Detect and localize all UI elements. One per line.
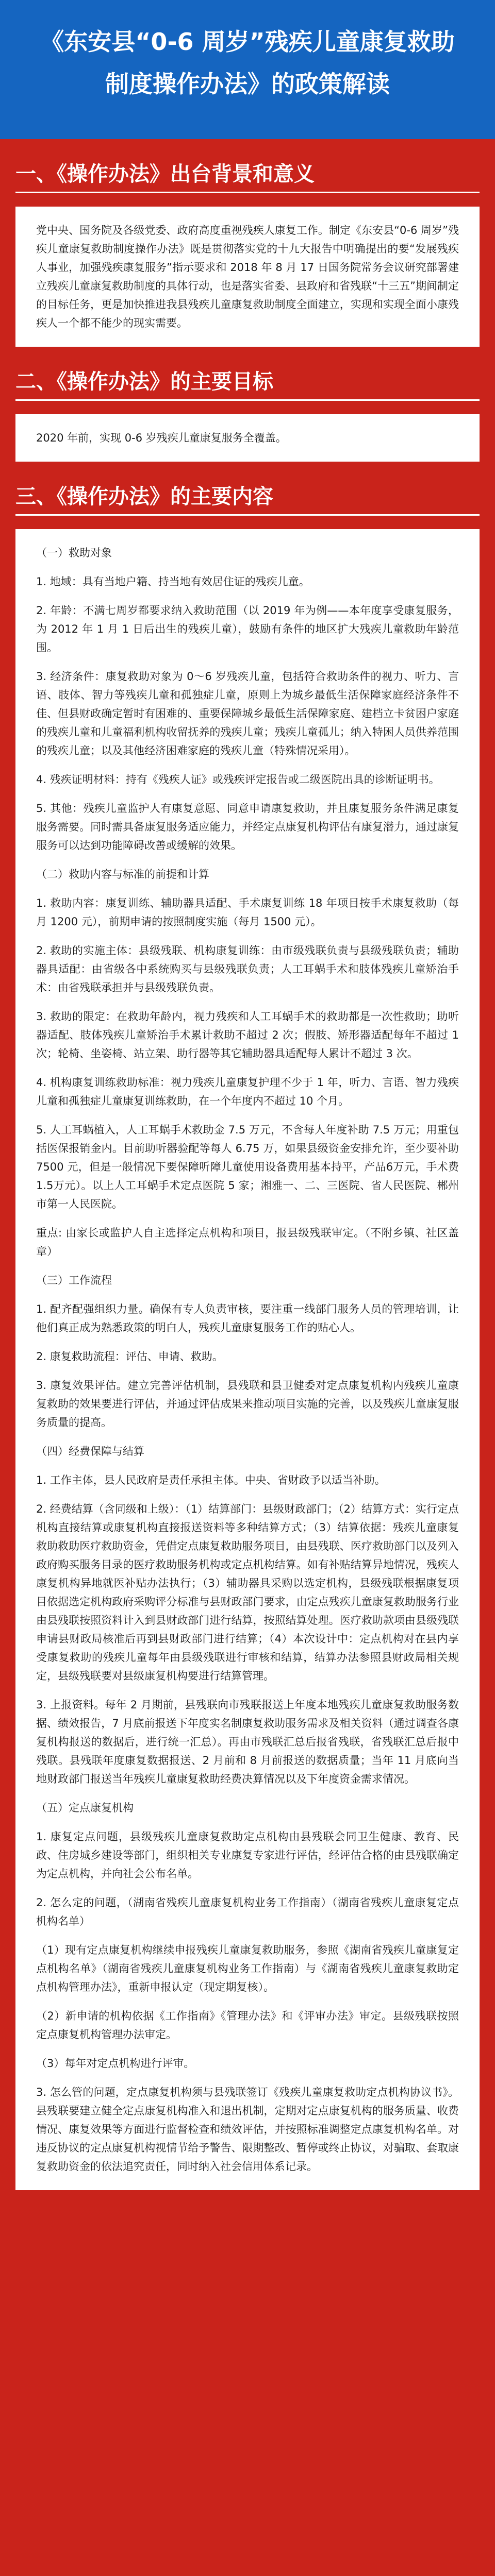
content-paragraph: 4. 机构康复训练救助标准：视力残疾儿童康复护理不少于 1 年，听力、言语、智力残疾儿童和孤独症儿童康复训练救助，在一个年度内不超过 10 个月。 [36, 1076, 459, 1107]
content-paragraph: 2. 康复救助流程：评估、申请、救助。 [36, 1350, 223, 1363]
content-paragraph: 2. 年龄：不满七周岁都要求纳入救助范围（以 2019 年为例——本年度享受康复服务，为 2012 年 1 月 1 日后出生的残疾儿童），鼓励有条件的地区扩大残疾儿童救助年龄范围。 [36, 604, 459, 654]
subsection-heading: （五）定点康复机构 [36, 1802, 134, 1814]
content-paragraph: 3. 怎么管的问题，定点康复机构须与县残联签订《残疾儿童康复救助定点机构协议书》。县残联要建立健全定点康复机构准入和退出机制，定期对定点康复机构的服务质量、收费情况、康复效果等方面进行监督检查和绩效评估，并按照标准调整定点康复机构名单。对违反协议的定点康复机构视情节给予警告、限期整改、暂停或终止协议，对骗取、套取康复救助资金的依法追究责任，同时纳入社会信用体系记录。 [36, 2086, 459, 2173]
section-1-card [15, 207, 480, 347]
content-paragraph: 5. 其他：残疾儿童监护人有康复意愿、同意申请康复救助，并且康复服务条件满足康复服务需要。同时需具备康复服务适应能力，并经定点康复机构评估有康复潜力，通过康复服务可以达到功能障碍改善或缓解的效果。 [36, 802, 459, 852]
content-paragraph: 4. 残疾证明材料：持有《残疾人证》或残疾评定报告或二级医院出具的诊断证明书。 [36, 773, 440, 786]
content-paragraph: （1）现有定点康复机构继续申报残疾儿童康复救助服务，参照《湖南省残疾儿童康复定点机构名单》（湖南省残疾儿童康复机构业务工作指南）与《湖南省残疾儿童康复救助定点机构管理办法》，重新申报认定（现定期复核）。 [36, 1944, 459, 1993]
content-paragraph: 3. 经济条件：康复救助对象为 0～6 岁残疾儿童，包括符合救助条件的视力、听力、言语、肢体、智力等残疾儿童和孤独症儿童，原则上为城乡最低生活保障家庭经济条件不佳、但县财政确定暂时有困难的、重要保障城乡最低生活保障家庭、建档立卡贫困户家庭的残疾儿童和儿童福利机构收留抚养的残疾儿童；残疾儿童孤儿；纳入特困人员供养范围的残疾儿童；以及其他经济困难家庭的残疾儿童（特殊情况采用）。 [36, 670, 459, 757]
content-paragraph: （3）每年对定点机构进行评审。 [36, 2057, 195, 2070]
section-divider [15, 514, 480, 516]
content-paragraph: 2. 经费结算（含同级和上级）：（1）结算部门：县级财政部门；（2）结算方式：实行定点机构直接结算或康复机构直接报送资料等多种结算方式；（3）结算依据：残疾儿童康复救助救助医疗救助资金，凭借定点康复救助服务项目，由县残联、医疗救助部门以及列入政府购买服务目录的医疗救助服务机构或定点机构结算。如有补贴结算异地情况，残疾人康复机构异地就医补贴办法执行；（3）辅助器具采购以选定机构，县级残联根据康复项目依据选定机构政府采购评分标准与县财政部门要求，由定点残疾儿童康复救助服务行业由县残联按照资料计入到县财政部门进行结算，按照结算处理。医疗救助款项由县级残联申请县财政局核准后再到县财政部门进行结算；（4）本次设计中：定点机构对在县内享受康复救助的残疾儿童每年由县级残联进行审核和结算，结算办法参照县财政局相关规定，县级残联要对县级康复机构要进行结算管理。 [36, 1503, 459, 1682]
content-paragraph: 1. 地域：具有当地户籍、持当地有效居住证的残疾儿童。 [36, 575, 310, 588]
content-paragraph: 3. 康复效果评估。建立完善评估机制，县残联和县卫健委对定点康复机构内残疾儿童康复救助的效果要进行评估，并通过评估成果来推动项目实施的完善，以及残疾儿童康复服务质量的提高。 [36, 1379, 459, 1429]
content-paragraph: （2）新申请的机构依据《工作指南》《管理办法》和《评审办法》审定。县级残联按照定点康复机构管理办法审定。 [36, 2010, 459, 2041]
subsection-heading: （一）救助对象 [36, 547, 112, 559]
section-divider [15, 192, 480, 193]
subsection-heading: （三）工作流程 [36, 1274, 112, 1286]
content-paragraph: 重点: 由家长或监护人自主选择定点机构和项目，报县级残联审定。（不附乡镇、社区盖章） [36, 1227, 459, 1258]
section-1-heading [15, 160, 480, 193]
page-title: 《东安县“0-6 周岁”残疾儿童康复救助制度操作办法》的政策解读 [40, 28, 455, 98]
section-2-heading [15, 367, 480, 401]
subsection-heading: （二）救助内容与标准的前提和计算 [36, 868, 209, 880]
section-1-title: 一、《操作办法》出台背景和意义 [15, 162, 315, 186]
content-paragraph: 2. 救助的实施主体：县级残联、机构康复训练：由市级残联负责与县级残联负责；辅助器具适配：由省级各中系统购买与县级残联负责；人工耳蜗手术和肢体残疾儿童矫治手术：由省残联承担并与县级残联负责。 [36, 944, 459, 994]
content-paragraph: 1. 康复定点问题，县级残疾儿童康复救助定点机构由县残联会同卫生健康、教育、民政、住房城乡建设等部门，组织相关专业康复专家进行评估，经评估合格的由县残联确定为定点机构，并向社会公布名单。 [36, 1831, 459, 1880]
subsection-heading: （四）经费保障与结算 [36, 1445, 144, 1458]
content-paragraph: 1. 配齐配强组织力量。确保有专人负责审核，要注重一线部门服务人员的管理培训，让他们真正成为熟悉政策的明白人，残疾儿童康复服务工作的贴心人。 [36, 1303, 459, 1334]
section-2-title: 二、《操作办法》的主要目标 [15, 370, 273, 394]
section-3-title: 三、《操作办法》的主要内容 [15, 485, 273, 509]
section-divider [15, 399, 480, 401]
page-header [0, 0, 495, 139]
section-3-card [15, 529, 480, 2190]
content-paragraph: 5. 人工耳蜗植入，人工耳蜗手术救助金 7.5 万元，不含每人年度补助 7.5 万元；用重包括医保报销金内。目前助听器验配等每人 6.75 万，如果县级资金安排允许，至少要补助 7500 元，但是一般情况下要保障听障儿童使用设备费用基本持平，产品6万元，手术费 1.5万元）。以上人工耳蜗手术定点医院 5 家；湘雅一、二、三医院、省人民医院、郴州市第一人民医院。 [36, 1124, 459, 1210]
content-paragraph: 1. 救助内容：康复训练、辅助器具适配、手术康复训练 18 年项目按手术康复救助（每月 1200 元），前期申请的按照制度实施（每月 1500 元）。 [36, 897, 459, 928]
content-paragraph: 2. 怎么定的问题，（湖南省残疾儿童康复机构业务工作指南）（湖南省残疾儿童康复定点机构名单） [36, 1896, 459, 1927]
content-paragraph: 1. 工作主体，县人民政府是责任承担主体。中央、省财政予以适当补助。 [36, 1474, 386, 1486]
content-paragraph: 3. 上报资料。每年 2 月期前，县残联向市残联报送上年度本地残疾儿童康复救助服务数据、绩效报告，7 月底前报送下年度实名制康复救助服务需求及相关资料（通过调查各康复机构报送的数据后，进行统一汇总）。再由市残联汇总后报省残联，省残联汇总后报中残联。县残联年度康复数据报送、2 月前和 8 月前报送的数据质量；当年 11 月底向当地财政部门报送当年残疾儿童康复救助经费决算情况以及下年度资金需求情况。 [36, 1699, 459, 1785]
section-2-card [15, 414, 480, 462]
section-2-paragraph: 2020 年前，实现 0-6 岁残疾儿童康复服务全覆盖。 [36, 432, 287, 444]
section-3-heading [15, 482, 480, 516]
section-1-paragraph: 党中央、国务院及各级党委、政府高度重视残疾人康复工作。制定《东安县“0-6 周岁”残疾儿童康复救助制度操作办法》既是贯彻落实党的十九大报告中明确提出的要“发展残疾人事业，加强残疾康复服务”指示要求和 2018 年 8 月 17 日国务院常务会议研究部署建立残疾儿童康复救助制度的具体行动，也是落实省委、县政府和省残联“十三五”期间制定的目标任务，更是加快推进我县残疾儿童康复救助制度全面建立，实现和实现全面小康残疾人一个都不能少的现实需要。 [36, 224, 459, 329]
content-paragraph: 3. 救助的限定：在救助年龄内，视力残疾和人工耳蜗手术的救助都是一次性救助；助听器适配、肢体残疾儿童矫治手术累计救助不超过 2 次；假肢、矫形器适配每年不超过 1 次；轮椅、坐姿椅、站立架、助行器等其它辅助器具适配每人累计不超过 3 次。 [36, 1010, 459, 1060]
